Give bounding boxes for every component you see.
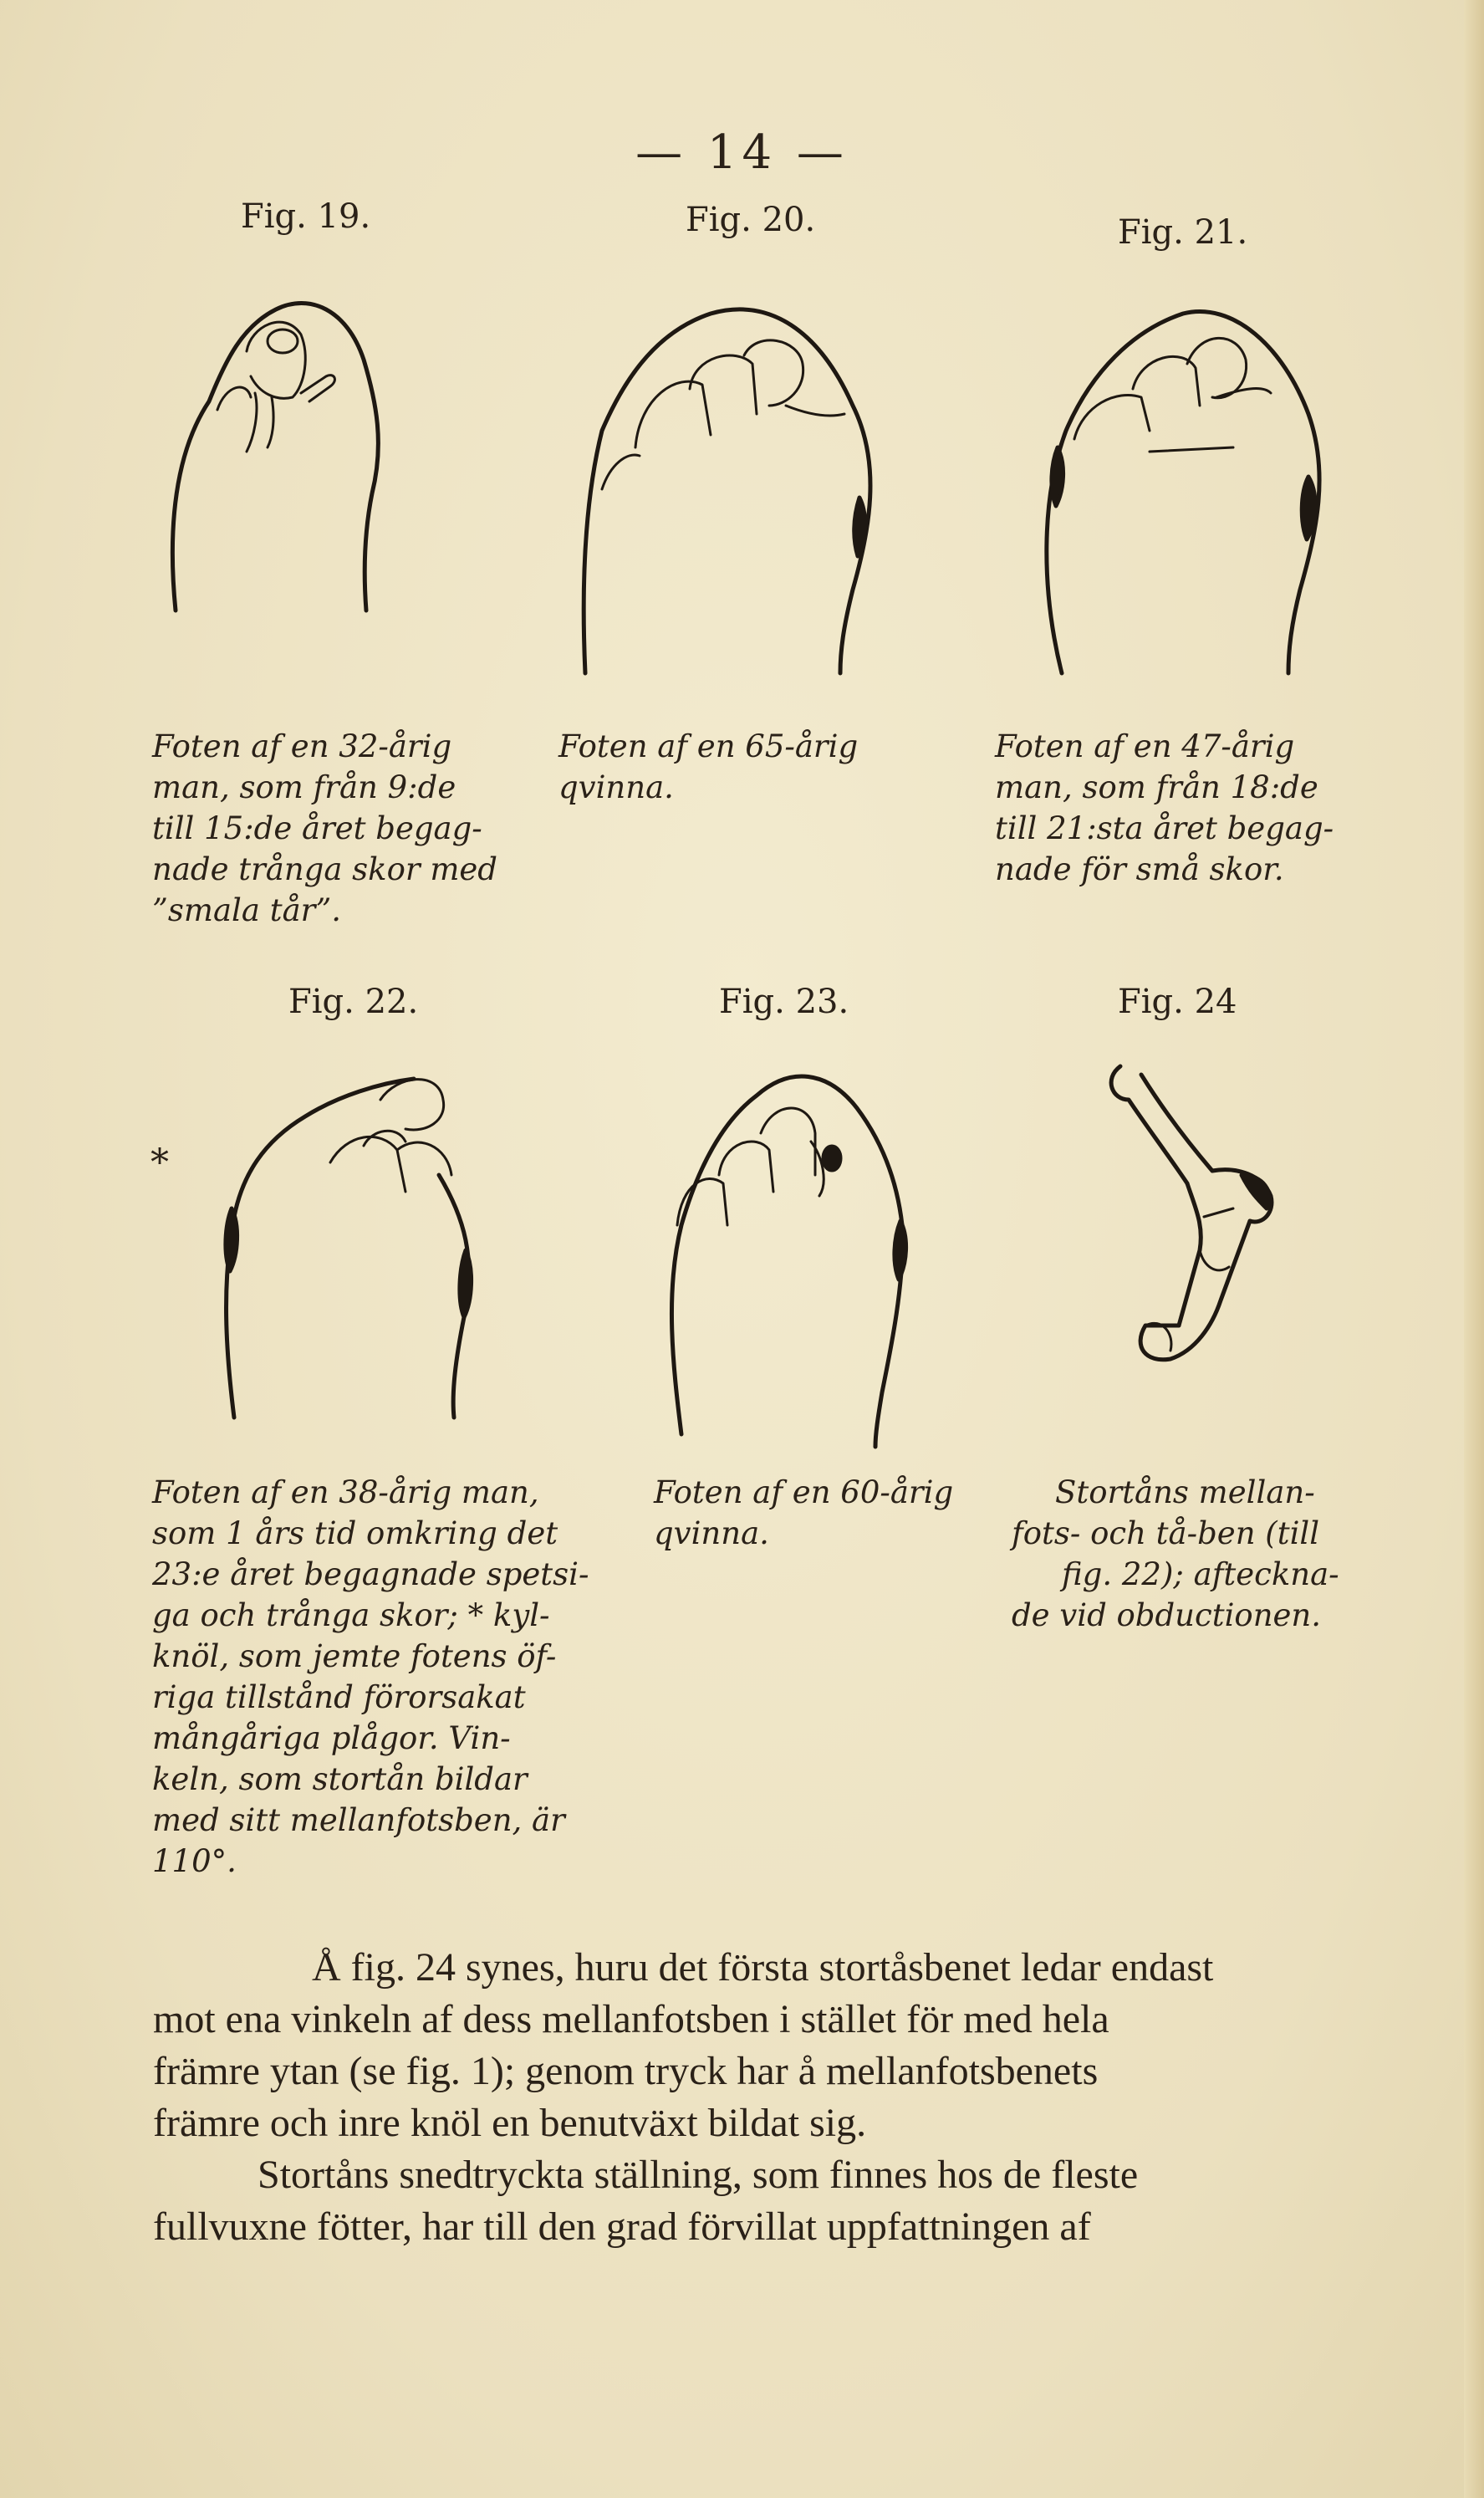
caption-line: de vid obductionen. [1012,1597,1322,1633]
body-paragraph [153,1942,1340,2253]
fig-23-foot-drawing [648,1041,924,1447]
caption-line: ”smala tår”. [152,892,341,928]
caption-line: som 1 års tid omkring det [152,1515,558,1551]
caption-line: Foten af en 60-årig [654,1474,954,1510]
body-line: Å fig. 24 synes, huru det första stortåsbenet ledar endast [312,1945,1214,1990]
body-line: främre ytan (se fig. 1); genom tryck har å mellanfotsbenets [153,2049,1099,2093]
fig-21-caption [995,726,1334,890]
fig-19-foot-drawing [167,276,418,627]
caption-line: till 21:sta året begag- [995,810,1334,846]
caption-line: 110°. [152,1843,237,1879]
fig-22-label: Fig. 22. [288,983,419,1021]
page-edge [1464,0,1484,2498]
body-line: mot ena vinkeln af dess mellanfotsben i stället för med hela [153,1997,1109,2041]
caption-line: Foten af en 47-årig [995,728,1295,764]
fig-20-caption [558,726,858,808]
fig-24-label: Fig. 24 [1118,983,1237,1021]
body-line: fullvuxne fötter, har till den grad förvillat uppfattningen af [153,2204,1091,2249]
caption-line: nade för små skor. [995,851,1284,887]
caption-line: riga tillstånd förorsakat [152,1679,526,1715]
caption-line: fig. 22); afteckna- [1062,1556,1339,1592]
caption-line: man, som från 18:de [995,769,1318,805]
fig-19-caption [152,726,497,931]
caption-line: mångåriga plågor. Vin- [152,1720,511,1756]
fig-19-label: Fig. 19. [241,197,371,236]
caption-line: nade trånga skor med [152,851,497,887]
caption-line: Foten af en 38-årig man, [152,1474,539,1510]
caption-line: till 15:de året begag- [152,810,482,846]
caption-line: 23:e året begagnade spetsi- [152,1556,589,1592]
caption-line: Foten af en 32-årig [152,728,452,764]
fig-21-label: Fig. 21. [1118,213,1248,252]
fig-21-foot-drawing [1024,280,1342,673]
fig-23-label: Fig. 23. [719,983,849,1021]
fig-22-caption [152,1472,589,1882]
caption-line: ga och trånga skor; * kyl- [152,1597,550,1633]
caption-line: med sitt mellanfotsben, är [152,1802,565,1838]
caption-line: fots- och tå-ben (till [1012,1515,1320,1551]
caption-line: man, som från 9:de [152,769,456,805]
fig-22-foot-drawing [188,1050,506,1426]
body-line: Stortåns snedtryckta ställning, som finnes hos de fleste [258,2153,1139,2197]
caption-line: Foten af en 65-årig [558,728,859,764]
caption-line: keln, som stortån bildar [152,1761,528,1797]
caption-line: qvinna. [654,1515,769,1551]
fig-22-star-marker: * [150,1142,169,1184]
caption-line: Stortåns mellan- [1055,1474,1315,1510]
fig-23-caption [654,1472,953,1554]
caption-line: qvinna. [558,769,674,805]
page-number: — 14 — [635,125,849,180]
fig-24-caption [1012,1472,1339,1636]
fig-20-foot-drawing [577,280,895,673]
fig-24-bone-drawing [1095,1050,1288,1376]
fig-20-label: Fig. 20. [686,201,816,239]
caption-line: knöl, som jemte fotens öf- [152,1638,557,1674]
body-line: främre och inre knöl en benutväxt bildat sig. [153,2101,867,2145]
